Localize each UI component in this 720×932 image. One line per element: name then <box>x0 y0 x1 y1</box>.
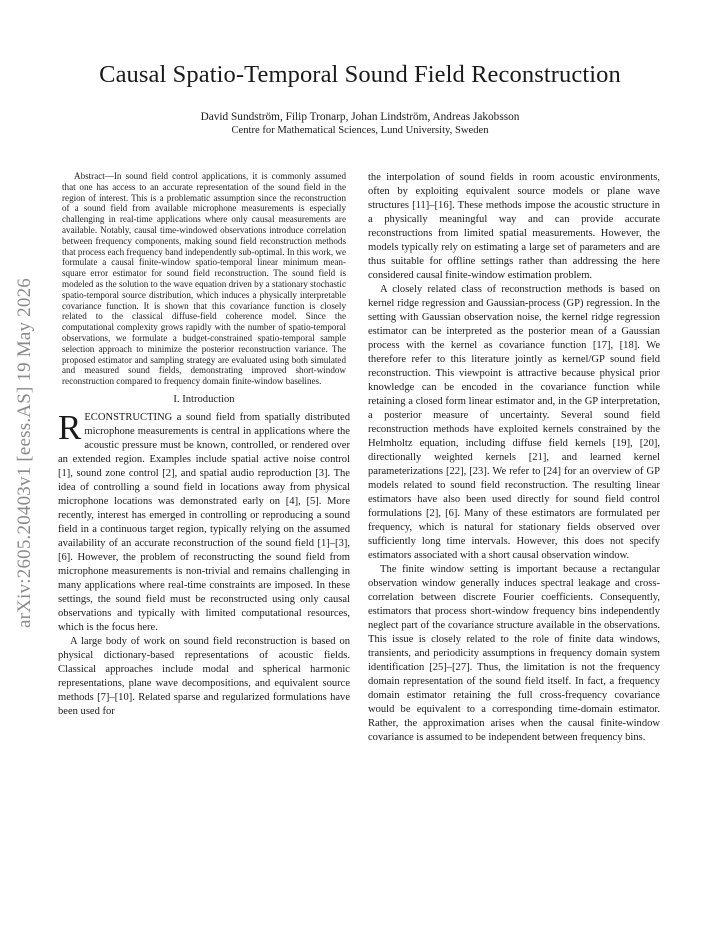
right-paragraph-3: The finite window setting is important because a rectangular observation window generally induces spectral leakage and cross-correlation between discrete Fourier coefficients. Consequently, estimators that process short-window frequency bins independently neglect part of the covariance structure available in the observations. This issue is closely related to the role of finite data windows, transients, and periodicity assumptions in frequency domain system identification [25]–[27]. Thus, the limitation is not the frequency domain representation of the sound field itself. In fact, a frequency domain estimator retaining the full cross-frequency covariance would be equivalent to a corresponding time-domain estimator. Rather, the approximation arises when the causal finite-window covariance is assumed to be independent between frequency bins. <box>368 564 660 743</box>
right-paragraph-2: A closely related class of reconstruction methods is based on kernel ridge regression and Gaussian-process (GP) regression. In the setting with Gaussian observation noise, the kernel ridge regression estimator can be interpreted as the posterior mean of a Gaussian process with the kernel as covariance function [17], [18]. We therefore refer to this literature jointly as kernel/GP sound field reconstruction. This viewpoint is attractive because physical prior knowledge can be encoded in the covariance function while retaining a closed form linear estimator and, in the GP interpretation, a posterior measure of uncertainty. Several sound field reconstruction methods have exploited kernels constrained by the Helmholtz equation, including diffuse field kernels [19], [20], directionally weighted kernels [21], and learned kernel parameterizations [22], [23]. We refer to [24] for an overview of GP models related to sound field reconstruction. The resulting linear estimators have also been used directly for sound field control formulations [2], [6]. Many of these estimators are formulated per frequency, which is natural for stationary fields observed over sufficiently long time intervals. However, this does not specify estimators associated with a short causal observation window. <box>368 284 660 561</box>
arxiv-identifier-stamp <box>14 228 36 678</box>
abstract: Abstract—In sound field control applications, it is commonly assumed that one has access to an accurate representation of the sound field in the region of interest. This is a problematic assumption since the reconstruction of a sound field from available microphone measurements is especially challenging in real-time applications where only causal measurements are available. Notably, causal time-windowed observations introduce correlation between frequency components, making sound field reconstruction methods that process each frequency band independently sub-optimal. In this work, we formulate a causal finite-window spatio-temporal linear minimum mean-square error estimator for sound field reconstruction. The sound field is modeled as the solution to the wave equation driven by a stationary stochastic spatio-temporal source distribution, which induces a physically interpretable covariance function. It is shown that this covariance function is closely related to the classical diffuse-field coherence model. Since the computational complexity grows rapidly with the number of spatio-temporal observations, we formulate a budget-constrained spatio-temporal sample selection approach to minimize the posterior reconstruction variance. The proposed estimator and sampling strategy are evaluated using both simulated and measured sound fields, demonstrating improved short-window reconstruction compared to frequency domain finite-window baselines. <box>62 171 346 387</box>
drop-cap-letter: R <box>58 407 82 447</box>
intro-paragraph-1-text: a sound field from spatially distributed microphone measurements is central in applications where the acoustic pressure must be known, controlled, or rendered over an extended region. Examples include spatial active noise control [1], sound zone control [2], and spatial audio reproduction [3]. The idea of controlling a sound field in locations away from physical microphone locations was demonstrated early on [4], [5]. More recently, interest has emerged in controlling or reproducing a sound field in a continuous target region, typically relying on the assumed availability of an accurate reconstruction of the sound field [1]–[3], [6]. However, the problem of reconstructing the sound field from microphone measurements is non-trivial and remains challenging in many applications where real-time constraints are imposed. In these settings, the sound field must be reconstructed using only causal observations and typically with limited computational resources, which is the focus here. <box>58 411 350 633</box>
section-heading: I. Introduction <box>173 393 235 405</box>
lead-in-caps: ECONSTRUCTING <box>84 411 173 423</box>
author-list: David Sundström, Filip Tronarp, Johan Lindström, Andreas Jakobsson <box>200 111 520 123</box>
paper-title: Causal Spatio-Temporal Sound Field Reconstruction <box>99 61 621 88</box>
arxiv-identifier-text: arXiv:2605.20403v1 [eess.AS] 19 May 2026 <box>14 278 35 628</box>
author-affiliation: Centre for Mathematical Sciences, Lund University, Sweden <box>231 125 489 136</box>
right-paragraph-1: the interpolation of sound fields in room acoustic environments, often by exploiting equivalent source models or plane wave structures [11]–[16]. These methods impose the acoustic structure in a physically meaningful way and can provide accurate reconstructions from limited spatial measurements. However, the models typically rely on estimating a large set of parameters and are thus suitable for offline settings rather than addressing the here considered causal finite-window estimation problem. <box>368 172 660 281</box>
intro-paragraph-1 <box>58 407 350 635</box>
right-column <box>368 171 660 745</box>
intro-paragraph-2: A large body of work on sound field reconstruction is based on physical dictionary-based representations of acoustic fields. Classical approaches include modal and spherical harmonic representations, plane wave decompositions, and equivalent source methods [7]–[10]. Related sparse and regularized formulations have been used for <box>58 635 350 717</box>
left-column <box>58 171 350 719</box>
